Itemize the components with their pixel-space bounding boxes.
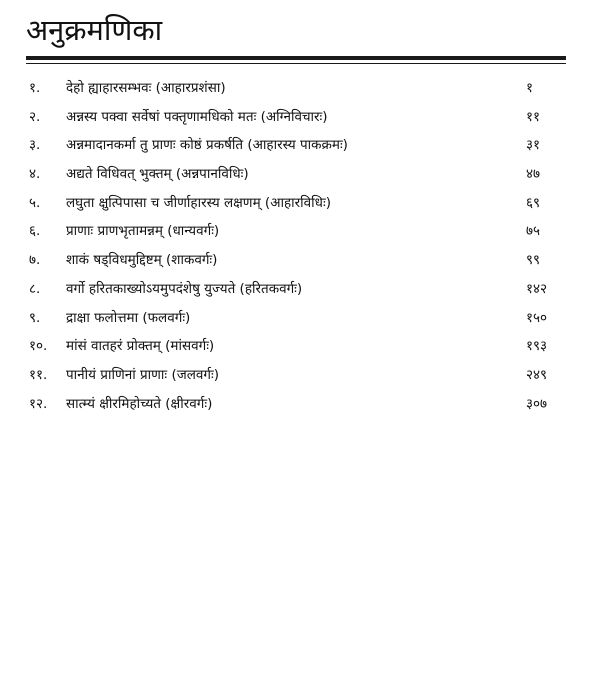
- toc-entry-12[interactable]: [0, 390, 600, 419]
- entry-page: १: [526, 80, 534, 96]
- toc-entry-11[interactable]: [0, 361, 600, 390]
- entry-page: ३०७: [526, 395, 548, 412]
- page-title: अनुक्रमणिका: [26, 13, 163, 47]
- entry-page: २४९: [526, 366, 548, 383]
- entry-number: १.: [29, 80, 41, 96]
- entry-title: मांसं वातहरं प्रोक्तम् (मांसवर्गः): [66, 338, 215, 355]
- toc-entry-8[interactable]: [0, 275, 600, 304]
- entry-title: अन्नमादानकर्मा तु प्राणः कोष्ठं प्रकर्षति (आहारस्य पाकक्रमः): [66, 137, 348, 154]
- toc-entry-5[interactable]: [0, 189, 600, 218]
- entry-title: सात्म्यं क्षीरमिहोच्यते (क्षीरवर्गः): [66, 395, 213, 412]
- entry-page: ७५: [526, 223, 541, 240]
- entry-title: देहो ह्याहारसम्भवः (आहारप्रशंसा): [66, 80, 226, 96]
- entry-title: शाकं षड्विधमुद्दिष्टम् (शाकवर्गः): [66, 252, 218, 269]
- entry-page: ३१: [526, 137, 541, 154]
- entry-title: द्राक्षा फलोत्तमा (फलवर्गः): [66, 309, 191, 326]
- entry-number: १०.: [29, 338, 48, 355]
- entry-page: १५०: [526, 309, 548, 326]
- entry-number: ३.: [29, 137, 41, 154]
- entry-page: १९३: [526, 338, 548, 355]
- entry-number: ९.: [29, 309, 41, 326]
- entry-page: १४२: [526, 280, 548, 297]
- toc-entry-9[interactable]: [0, 304, 600, 333]
- entry-title: पानीयं प्राणिनां प्राणाः (जलवर्गः): [66, 366, 219, 383]
- entry-page: ४७: [526, 166, 541, 183]
- entry-title: अद्यते विधिवत् भुक्तम् (अन्नपानविधिः): [66, 166, 249, 183]
- entry-number: ७.: [29, 252, 41, 269]
- toc-entry-2[interactable]: [0, 103, 600, 132]
- toc-entry-3[interactable]: [0, 131, 600, 160]
- toc-entry-6[interactable]: [0, 217, 600, 246]
- toc-entry-10[interactable]: [0, 332, 600, 361]
- entry-number: ६.: [29, 223, 41, 240]
- entry-page: ६९: [526, 194, 541, 211]
- entry-page: ११: [526, 108, 541, 125]
- entry-page: ९९: [526, 252, 541, 269]
- entry-number: १२.: [29, 395, 48, 412]
- entry-title: वर्गो हरितकाख्योऽयमुपदंशेषु युज्यते (हरितकवर्गः): [66, 280, 303, 297]
- toc-entry-1[interactable]: [0, 74, 600, 103]
- entry-number: ५.: [29, 194, 41, 211]
- title-rule-thick: [26, 56, 566, 60]
- entry-number: २.: [29, 108, 41, 125]
- entry-number: ११.: [29, 366, 48, 383]
- toc-list: [0, 74, 600, 418]
- toc-entry-7[interactable]: [0, 246, 600, 275]
- toc-entry-4[interactable]: [0, 160, 600, 189]
- entry-number: ८.: [29, 280, 41, 297]
- entry-number: ४.: [29, 166, 41, 183]
- entry-title: अन्नस्य पक्वा सर्वेषां पक्तृणामधिको मतः (अग्निविचारः): [66, 108, 328, 125]
- entry-title: प्राणाः प्राणभृतामन्नम् (धान्यवर्गः): [66, 223, 220, 240]
- entry-title: लघुता क्षुत्पिपासा च जीर्णाहारस्य लक्षणम् (आहारविधिः): [66, 194, 331, 211]
- title-rule-thin: [26, 63, 566, 64]
